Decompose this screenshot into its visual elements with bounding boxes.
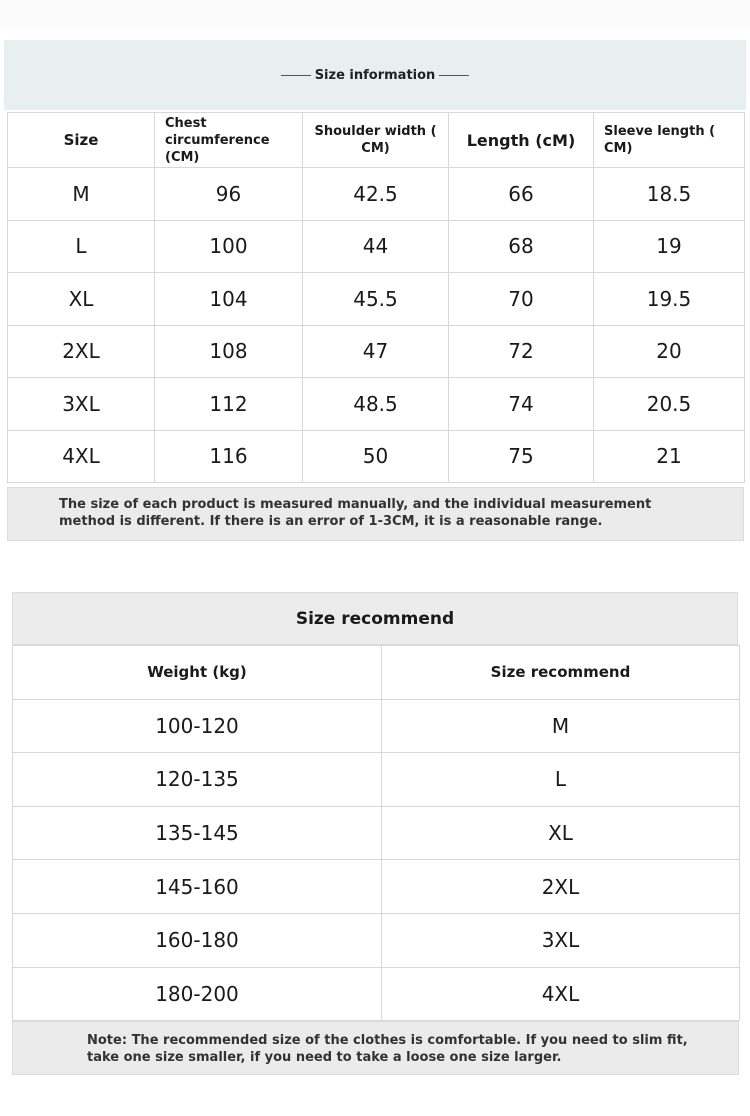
- cell-chest: 116: [155, 430, 303, 483]
- cell-chest: 100: [155, 220, 303, 273]
- cell-shoulder: 47: [303, 325, 449, 378]
- header-recommend: Size recommend: [382, 646, 740, 700]
- cell-length: 74: [449, 378, 594, 431]
- cell-size: L: [8, 220, 155, 273]
- cell-shoulder: 42.5: [303, 168, 449, 221]
- measurement-note: The size of each product is measured manually, and the individual measurement method is different. If there is an error of 1-3CM, it is a reasonable range.: [7, 487, 744, 541]
- table-row: [13, 806, 740, 860]
- size-info-title: [277, 68, 474, 83]
- table-row: [13, 699, 740, 753]
- cell-size: 4XL: [8, 430, 155, 483]
- cell-recommend: 4XL: [382, 967, 740, 1021]
- table-row: [13, 753, 740, 807]
- header-sleeve: Sleeve length ( CM): [594, 113, 745, 168]
- header-weight: Weight (kg): [13, 646, 382, 700]
- size-info-header-row: [8, 113, 745, 168]
- size-info-header: [4, 40, 746, 110]
- table-row: [13, 860, 740, 914]
- table-row: [8, 325, 745, 378]
- size-info-title-text: Size information: [314, 67, 436, 83]
- cell-weight: 180-200: [13, 967, 382, 1021]
- cell-sleeve: 21: [594, 430, 745, 483]
- cell-length: 68: [449, 220, 594, 273]
- cell-recommend: M: [382, 699, 740, 753]
- cell-shoulder: 50: [303, 430, 449, 483]
- table-row: [8, 378, 745, 431]
- cell-sleeve: 20: [594, 325, 745, 378]
- cell-chest: 96: [155, 168, 303, 221]
- title-left-rule: [281, 75, 311, 76]
- size-recommend-table: [12, 645, 740, 1021]
- cell-size: 2XL: [8, 325, 155, 378]
- cell-weight: 145-160: [13, 860, 382, 914]
- table-row: [13, 913, 740, 967]
- cell-length: 72: [449, 325, 594, 378]
- cell-shoulder: 48.5: [303, 378, 449, 431]
- table-row: [8, 168, 745, 221]
- cell-recommend: 2XL: [382, 860, 740, 914]
- cell-chest: 108: [155, 325, 303, 378]
- table-row: [8, 273, 745, 326]
- cell-sleeve: 19.5: [594, 273, 745, 326]
- table-row: [8, 430, 745, 483]
- header-size: Size: [8, 113, 155, 168]
- cell-weight: 160-180: [13, 913, 382, 967]
- top-strip: [0, 0, 750, 30]
- header-length: Length (cM): [449, 113, 594, 168]
- cell-recommend: XL: [382, 806, 740, 860]
- cell-chest: 112: [155, 378, 303, 431]
- title-right-rule: [439, 75, 469, 76]
- cell-size: M: [8, 168, 155, 221]
- recommend-note: Note: The recommended size of the clothes is comfortable. If you need to slim fit, take one size smaller, if you need to take a loose one size larger.: [12, 1021, 739, 1075]
- size-recommend-header: Size recommend: [12, 592, 738, 645]
- cell-chest: 104: [155, 273, 303, 326]
- cell-recommend: L: [382, 753, 740, 807]
- cell-length: 70: [449, 273, 594, 326]
- cell-sleeve: 20.5: [594, 378, 745, 431]
- cell-weight: 135-145: [13, 806, 382, 860]
- cell-sleeve: 19: [594, 220, 745, 273]
- cell-sleeve: 18.5: [594, 168, 745, 221]
- size-recommend-header-row: [13, 646, 740, 700]
- cell-recommend: 3XL: [382, 913, 740, 967]
- header-shoulder: Shoulder width ( CM): [303, 113, 449, 168]
- cell-shoulder: 45.5: [303, 273, 449, 326]
- cell-length: 75: [449, 430, 594, 483]
- cell-size: 3XL: [8, 378, 155, 431]
- cell-length: 66: [449, 168, 594, 221]
- header-chest: Chest circumference (CM): [155, 113, 303, 168]
- size-info-table: [7, 112, 745, 483]
- cell-size: XL: [8, 273, 155, 326]
- table-row: [8, 220, 745, 273]
- cell-weight: 100-120: [13, 699, 382, 753]
- table-row: [13, 967, 740, 1021]
- cell-weight: 120-135: [13, 753, 382, 807]
- cell-shoulder: 44: [303, 220, 449, 273]
